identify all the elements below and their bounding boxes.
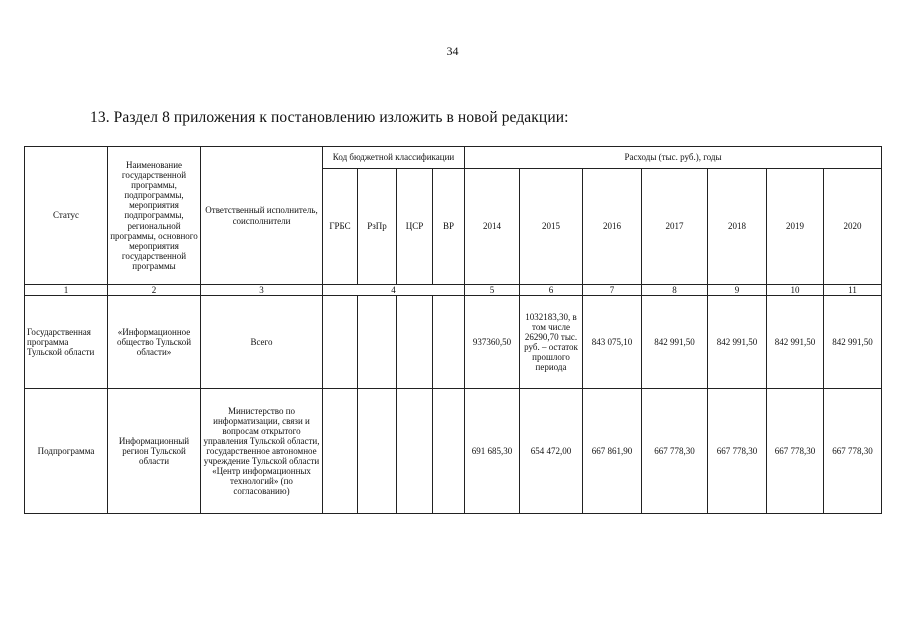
header-year: 2020 <box>824 169 882 285</box>
row-vr <box>433 296 465 389</box>
row-value: 1032183,30, в том числе 26290,70 тыс. руб. – остаток прошлого периода <box>520 296 583 389</box>
row-value: 842 991,50 <box>642 296 708 389</box>
column-number: 3 <box>201 285 323 296</box>
column-number: 10 <box>767 285 824 296</box>
row-value: 667 778,30 <box>767 389 824 514</box>
column-number: 2 <box>108 285 201 296</box>
column-number: 1 <box>25 285 108 296</box>
row-rzpr <box>358 389 397 514</box>
column-number: 5 <box>465 285 520 296</box>
column-number: 4 <box>323 285 465 296</box>
column-number: 8 <box>642 285 708 296</box>
header-grbs: ГРБС <box>323 169 358 285</box>
row-value: 667 778,30 <box>708 389 767 514</box>
column-number: 7 <box>583 285 642 296</box>
table-row <box>25 296 882 389</box>
row-name: Информационный регион Тульской области <box>108 389 201 514</box>
header-expenses: Расходы (тыс. руб.), годы <box>465 147 882 169</box>
row-value: 667 778,30 <box>824 389 882 514</box>
header-executor: Ответственный исполнитель, соисполнители <box>201 147 323 285</box>
header-year: 2017 <box>642 169 708 285</box>
row-value: 654 472,00 <box>520 389 583 514</box>
header-budget-code: Код бюджетной классификации <box>323 147 465 169</box>
row-rzpr <box>358 296 397 389</box>
row-status: Подпрограмма <box>25 389 108 514</box>
row-value: 667 861,90 <box>583 389 642 514</box>
header-year: 2018 <box>708 169 767 285</box>
header-vr: ВР <box>433 169 465 285</box>
column-number: 9 <box>708 285 767 296</box>
column-number: 11 <box>824 285 882 296</box>
header-year: 2015 <box>520 169 583 285</box>
row-status: Государственная программа Тульской области <box>25 296 108 389</box>
row-value: 843 075,10 <box>583 296 642 389</box>
row-grbs <box>323 389 358 514</box>
header-status: Статус <box>25 147 108 285</box>
header-csr: ЦСР <box>397 169 433 285</box>
row-value: 842 991,50 <box>767 296 824 389</box>
table-row <box>25 389 882 514</box>
row-value: 842 991,50 <box>708 296 767 389</box>
row-vr <box>433 389 465 514</box>
row-executor: Всего <box>201 296 323 389</box>
row-csr <box>397 389 433 514</box>
row-grbs <box>323 296 358 389</box>
row-value: 691 685,30 <box>465 389 520 514</box>
header-year: 2016 <box>583 169 642 285</box>
header-name: Наименование государственной программы, подпрограммы, мероприятия подпрограммы, региональной программы, основного мероприятия государственной программы <box>108 147 201 285</box>
header-row-top <box>25 147 882 169</box>
budget-table <box>24 146 882 514</box>
row-csr <box>397 296 433 389</box>
row-value: 842 991,50 <box>824 296 882 389</box>
row-executor: Министерство по информатизации, связи и вопросам открытого управления Тульской области, государственное автономное учреждение Тульской области «Центр информационных технологий» (по согласованию) <box>201 389 323 514</box>
header-year: 2019 <box>767 169 824 285</box>
column-number-row <box>25 285 882 296</box>
column-number: 6 <box>520 285 583 296</box>
row-value: 937360,50 <box>465 296 520 389</box>
header-rzpr: РзПр <box>358 169 397 285</box>
row-value: 667 778,30 <box>642 389 708 514</box>
page-number: 34 <box>446 44 459 58</box>
header-year: 2014 <box>465 169 520 285</box>
row-name: «Информационное общество Тульской области» <box>108 296 201 389</box>
section-heading: 13. Раздел 8 приложения к постановлению изложить в новой редакции: <box>90 109 569 126</box>
